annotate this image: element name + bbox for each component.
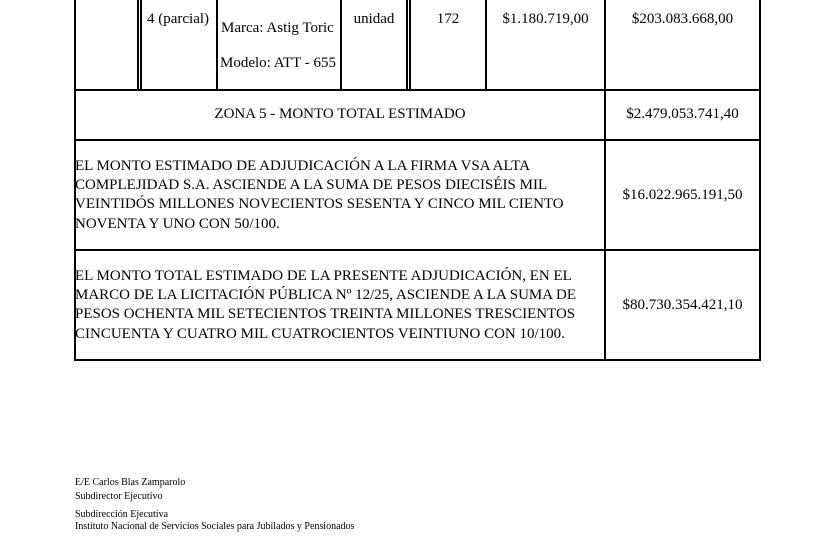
table-border-bottom (74, 359, 761, 361)
firm-total-text (75, 157, 604, 234)
grand-total-amount: $80.730.354.421,10 (622, 297, 743, 313)
firm-total-amount: $16.022.965.191,50 (622, 187, 743, 203)
item-unit-price: $1.180.719,00 (502, 11, 589, 27)
footer-institution: Instituto Nacional de Servicios Sociales para Jubilados y Pensionados (75, 521, 355, 532)
item-brand: Marca: Astig Toric (221, 20, 334, 36)
row-divider (74, 89, 761, 91)
row-divider (74, 249, 761, 251)
item-quantity: 172 (436, 11, 460, 27)
item-number: 4 (parcial) (147, 11, 210, 27)
row-divider (74, 139, 761, 141)
footer-department: Subdirección Ejecutiva (75, 509, 169, 520)
item-unit: unidad (353, 11, 395, 27)
grand-total-line: MARCO DE LA LICITACIÓN PÚBLICA Nº 12/25, ASCIENDE A LA SUMA DE (75, 287, 576, 304)
firm-total-line: NOVENTA Y UNO CON 50/100. (75, 215, 280, 232)
firm-total-line: COMPLEJIDAD S.A. ASCIENDE A LA SUMA DE PESOS DIECISÉIS MIL (75, 177, 548, 194)
item-model: Modelo: ATT - 655 (220, 55, 336, 71)
grand-total-line: CINCUENTA Y CUATRO MIL CUATROCIENTOS VEINTIUNO CON 10/100. (75, 325, 565, 342)
item-total: $203.083.668,00 (631, 11, 734, 27)
table-border-right (759, 0, 761, 361)
firm-total-line: VEINTIDÓS MILLONES NOVECIENTOS SESENTA Y CINCO MIL CIENTO (75, 196, 564, 213)
column-divider (140, 0, 142, 90)
zone-total-label: ZONA 5 - MONTO TOTAL ESTIMADO (214, 106, 466, 122)
firm-total-line: EL MONTO ESTIMADO DE ADJUDICACIÓN A LA FIRMA VSA ALTA (75, 158, 531, 174)
grand-total-line: PESOS OCHENTA MIL SETECIENTOS TREINTA MILLONES TRESCIENTOS (75, 306, 576, 323)
zone-total-amount: $2.479.053.741,40 (626, 106, 739, 122)
column-divider (216, 0, 218, 90)
grand-total-line: EL MONTO TOTAL ESTIMADO DE LA PRESENTE ADJUDICACIÓN, EN EL (75, 268, 572, 284)
column-divider (137, 0, 139, 90)
footer-role: Subdirector Ejecutivo (75, 491, 163, 502)
column-divider (406, 0, 408, 90)
grand-total-text (75, 267, 604, 344)
footer-signer: E/E Carlos Blas Zamparolo (75, 477, 186, 488)
